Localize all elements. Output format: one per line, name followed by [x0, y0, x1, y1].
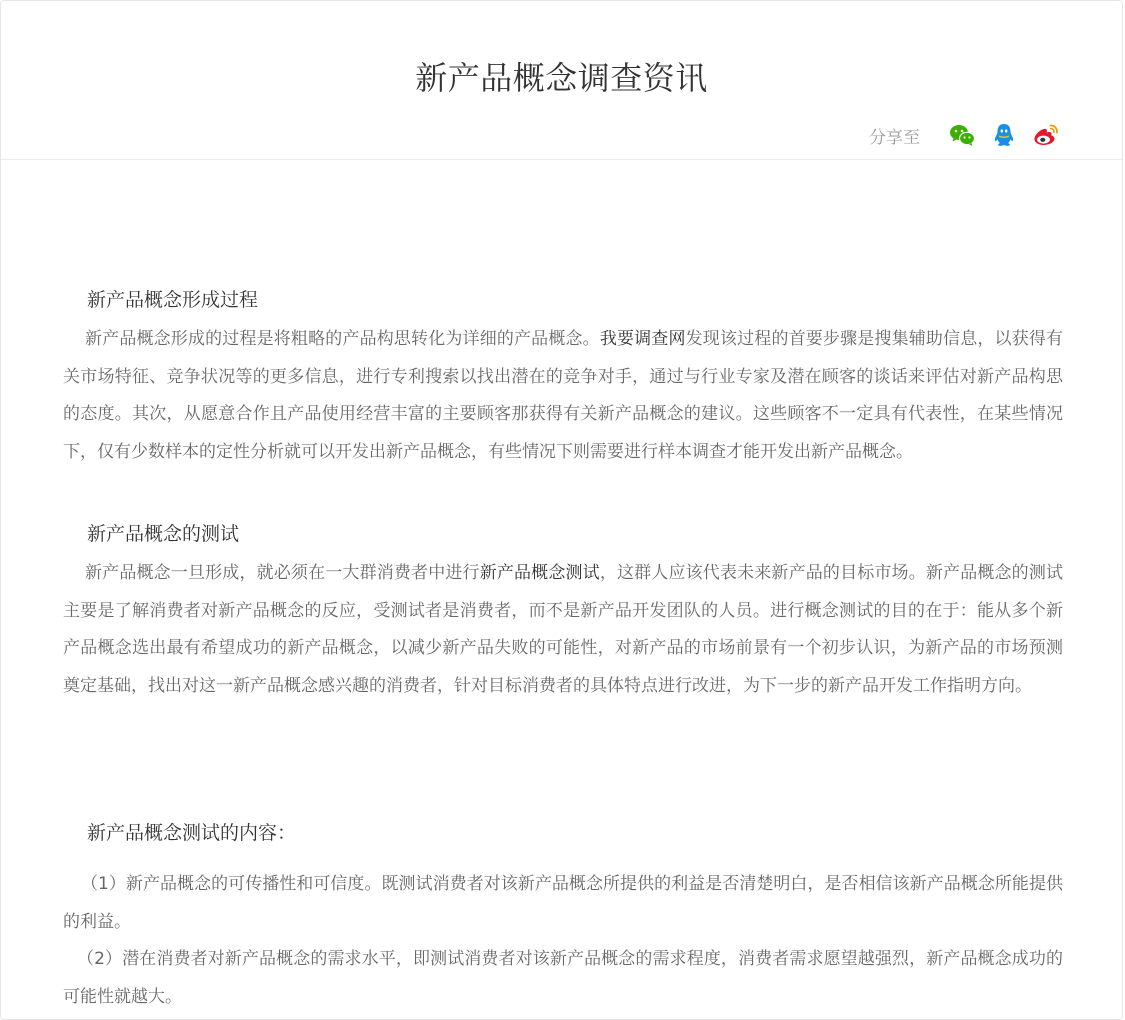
- paragraph-text: 新产品概念一旦形成，就必须在一大群消费者中进行: [85, 563, 480, 583]
- section-paragraph: [63, 555, 1063, 705]
- paragraph-text: ，这群人应该代表未来新产品的目标市场。新产品概念的测试主要是了解消费者对新产品概念的反应，受测试者是消费者，而不是新产品开发团队的人员。进行概念测试的目的在于：能从多个新产品概念选出最有希望成功的新产品概念，以减少新产品失败的可能性，对新产品的市场前景有一个初步认识，为新产品的市场预测奠定基础，找出对这一新产品概念感兴趣的消费者，针对目标消费者的具体特点进行改进，为下一步的新产品开发工作指明方向。: [63, 563, 1064, 696]
- concept-test-link[interactable]: 新产品概念测试: [479, 563, 600, 583]
- qq-icon[interactable]: [990, 121, 1018, 149]
- section-paragraph: [63, 321, 1063, 471]
- site-link[interactable]: 我要调查网: [599, 329, 686, 349]
- list-item: （1）新产品概念的可传播性和可信度。既测试消费者对该新产品概念所提供的利益是否清楚明白，是否相信该新产品概念所能提供的利益。: [63, 874, 1063, 932]
- paragraph-text: 发现该过程的首要步骤是搜集辅助信息，以获得有关市场特征、竞争状况等的更多信息，进行专利搜索以找出潜在的竞争对手，通过与行业专家及潜在顾客的谈话来评估对新产品构思的态度。其次，从愿意合作且产品使用经营丰富的主要顾客那获得有关新产品概念的建议。这些顾客不一定具有代表性，在某些情况下，仅有少数样本的定性分析就可以开发出新产品概念，有些情况下则需要进行样本调查才能开发出新产品概念。: [63, 329, 1064, 462]
- weibo-icon[interactable]: [1032, 121, 1060, 149]
- share-bar: [869, 121, 1060, 149]
- section-heading: 新产品概念测试的内容：: [87, 822, 297, 844]
- wechat-icon[interactable]: [948, 121, 976, 149]
- list-item: （2）潜在消费者对新产品概念的需求水平，即测试消费者对该新产品概念的需求程度，消费者需求愿望越强烈，新产品概念成功的可能性就越大。: [63, 949, 1063, 1007]
- section-heading: 新产品概念形成过程: [87, 289, 259, 311]
- section-heading: 新产品概念的测试: [87, 523, 240, 545]
- paragraph-text: 新产品概念形成的过程是将粗略的产品构思转化为详细的产品概念。: [85, 329, 600, 349]
- article-title: 新产品概念调查资讯: [415, 59, 708, 97]
- article-header: [1, 1, 1122, 160]
- share-label: 分享至: [869, 127, 920, 148]
